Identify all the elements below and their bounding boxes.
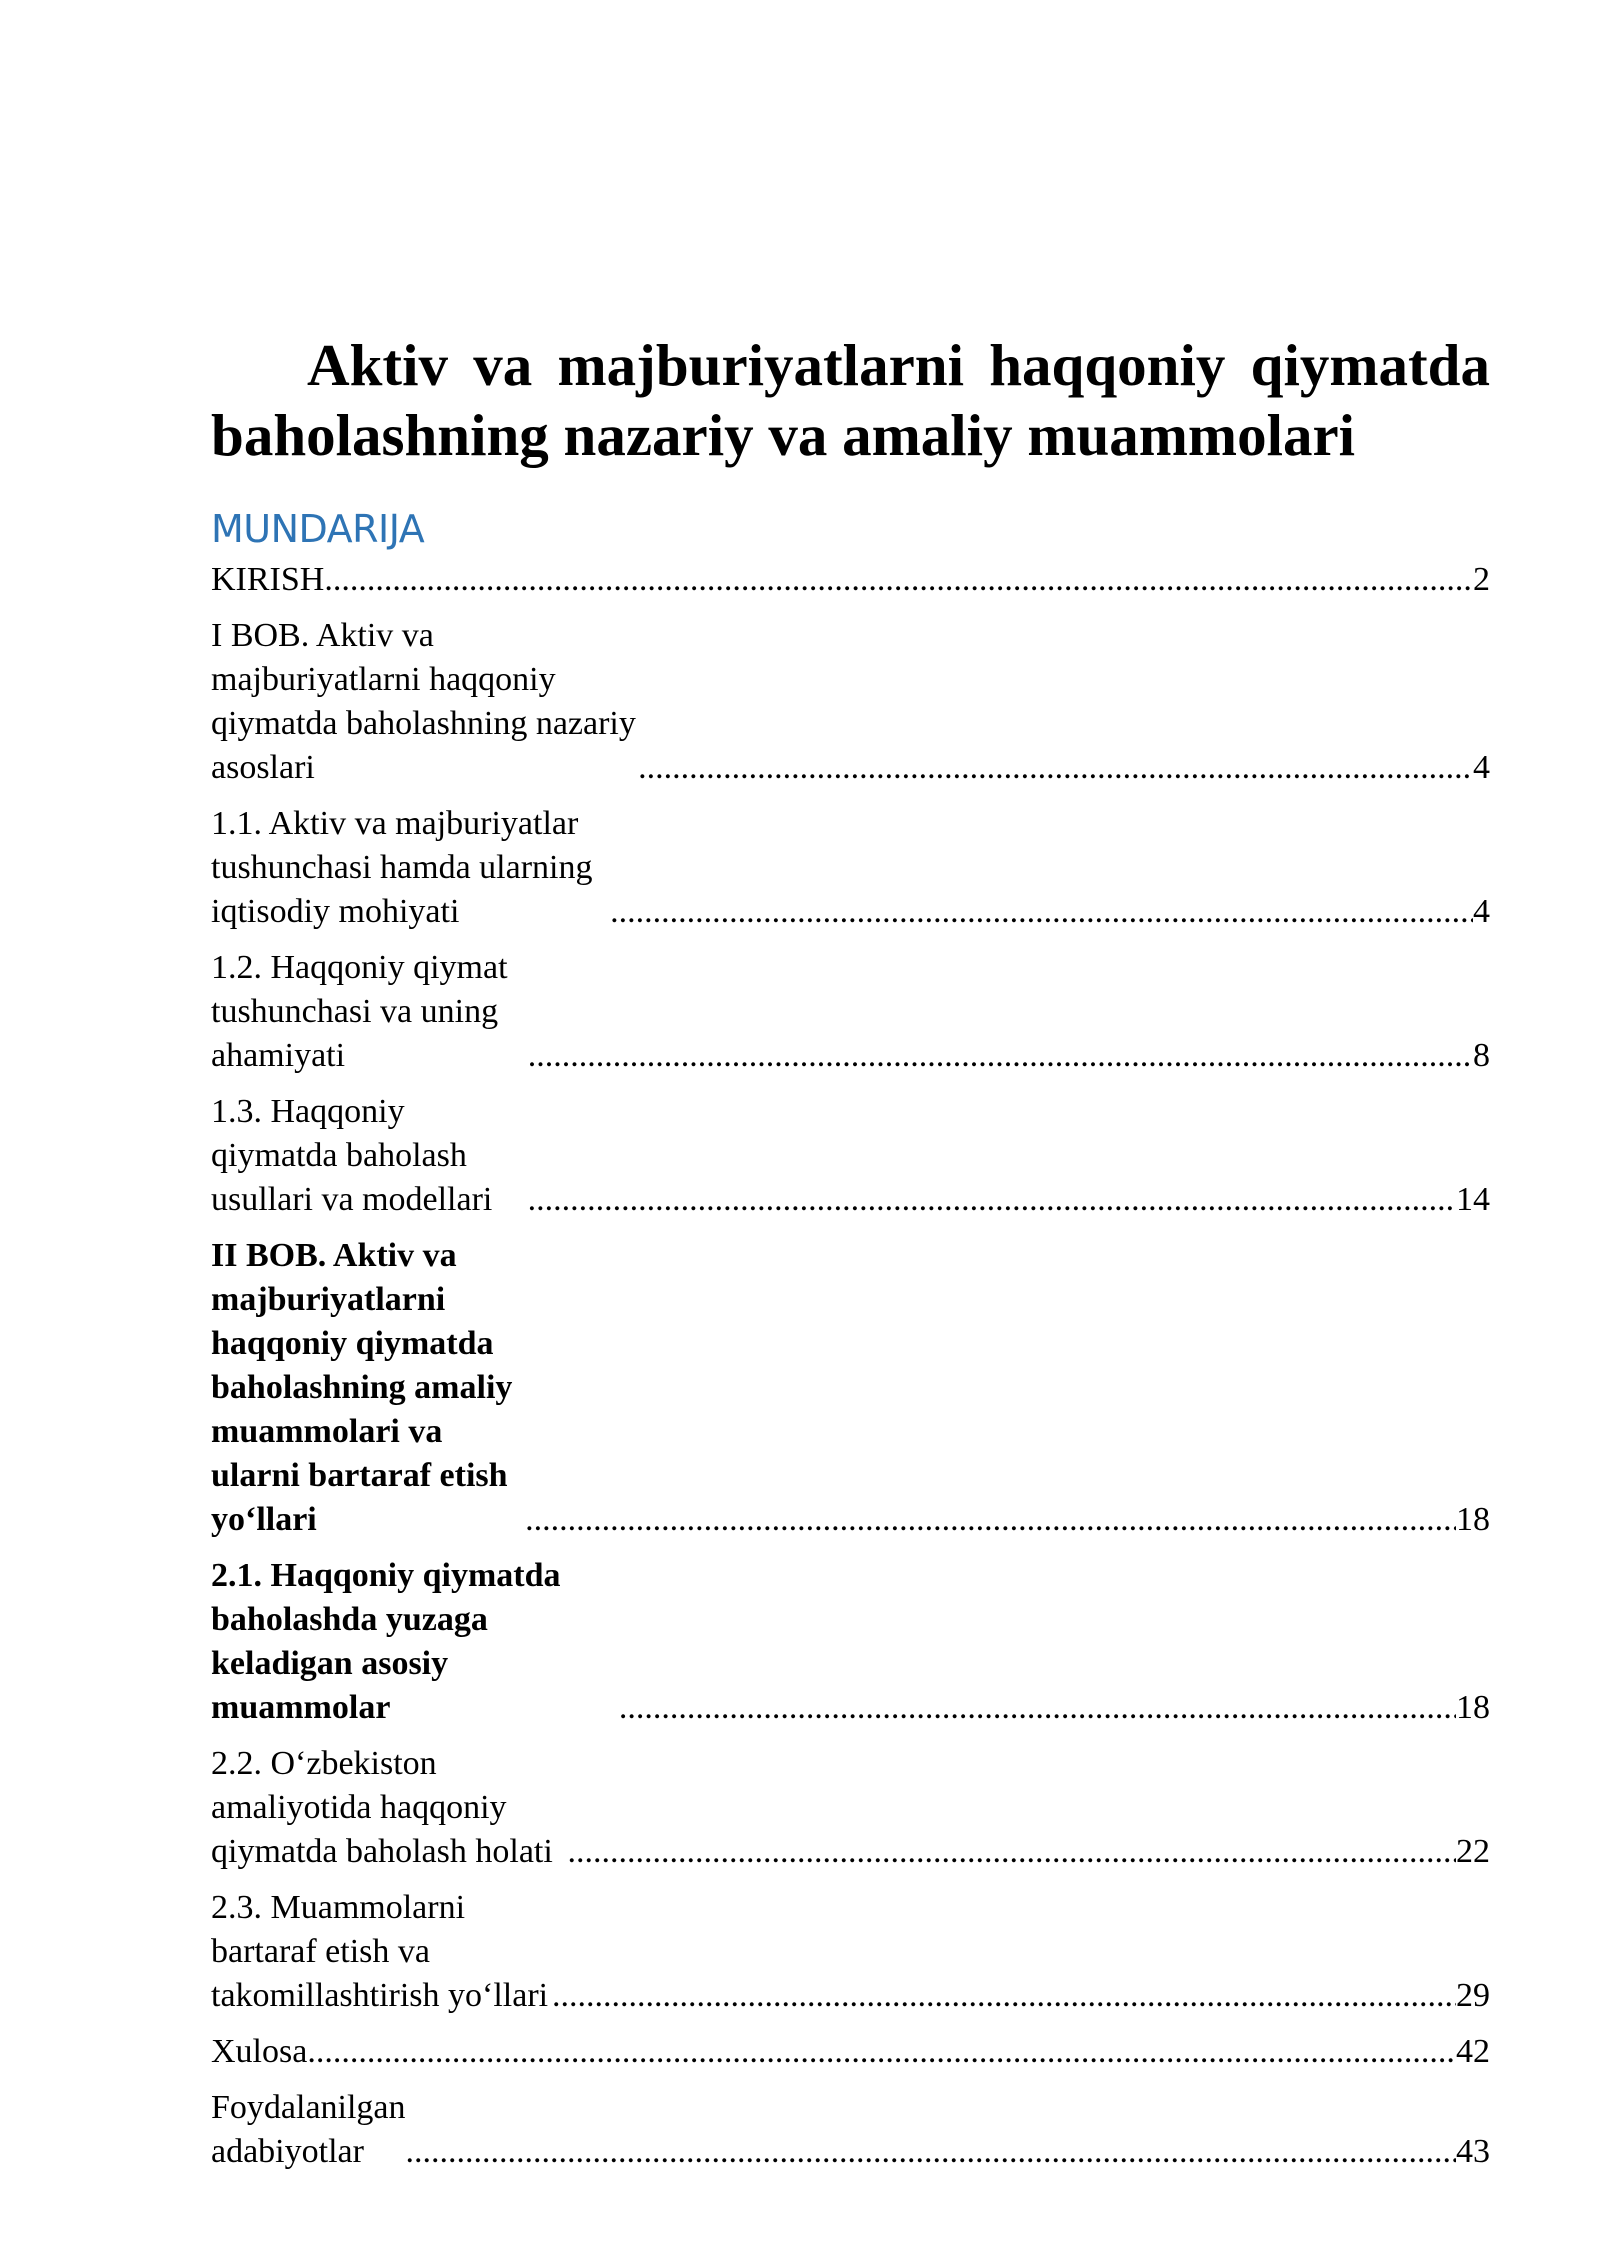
toc-page-number: 18: [1456, 1689, 1490, 1726]
toc-dot-leader: [610, 890, 1473, 934]
toc-entry-label: I BOB. Aktiv va majburiyatlarni haqqoniy qiymatda baholashning nazariy asoslari: [211, 617, 636, 786]
document-title: Aktiv va majburiyatlarni haqqoniy qiymatda baholashning nazariy va amaliy muammolari: [211, 332, 1490, 468]
toc-dot-leader: [528, 1178, 1456, 1222]
toc-page-number: 42: [1456, 2033, 1490, 2070]
toc-dot-leader: [552, 1974, 1456, 2018]
toc-entry-2-2[interactable]: [211, 1742, 1490, 1874]
toc-entry-1-2[interactable]: [211, 946, 1490, 1078]
toc-dot-leader: [324, 558, 1473, 602]
toc-page-number: 2: [1473, 561, 1490, 598]
toc-entry-xulosa[interactable]: [211, 2030, 1490, 2074]
toc-entry-label: Foydalanilgan adabiyotlar: [211, 2089, 406, 2170]
toc-entry-label: 2.2. O‘zbekiston amaliyotida haqqoniy qiymatda baholash holati: [211, 1745, 553, 1870]
toc-page-number: 14: [1456, 1181, 1490, 1218]
toc-entry-bibliography[interactable]: [211, 2086, 1490, 2174]
toc-dot-leader: [307, 2030, 1456, 2074]
toc-entry-label: 1.1. Aktiv va majburiyatlar tushunchasi hamda ularning iqtisodiy mohiyati: [211, 805, 593, 930]
toc-entry-label: Xulosa: [211, 2033, 308, 2070]
toc-entry-2-3[interactable]: [211, 1886, 1490, 2018]
toc-entry-chapter-1[interactable]: [211, 614, 1490, 790]
toc-entry-label: II BOB. Aktiv va majburiyatlarni haqqoniy qiymatda baholashning amaliy muammolari va ularni bartaraf etish yo‘llari: [211, 1237, 513, 1538]
toc-dot-leader: [525, 1498, 1456, 1542]
toc-page-number: 43: [1456, 2133, 1490, 2170]
table-of-contents: [211, 558, 1490, 2174]
toc-entry-kirish[interactable]: [211, 558, 1490, 602]
toc-page-number: 4: [1473, 749, 1490, 786]
toc-dot-leader: [406, 2130, 1456, 2174]
toc-entry-1-1[interactable]: [211, 802, 1490, 934]
toc-entry-label: KIRISH: [211, 561, 325, 598]
toc-dot-leader: [638, 746, 1473, 790]
toc-page-number: 22: [1456, 1833, 1490, 1870]
toc-page-number: 4: [1473, 893, 1490, 930]
toc-page-number: 18: [1456, 1501, 1490, 1538]
toc-entry-1-3[interactable]: [211, 1090, 1490, 1222]
toc-dot-leader: [528, 1034, 1473, 1078]
toc-dot-leader: [568, 1830, 1456, 1874]
document-page: [211, 330, 1490, 2186]
toc-dot-leader: [619, 1686, 1456, 1730]
toc-entry-2-1[interactable]: [211, 1554, 1490, 1730]
toc-entry-label: 1.3. Haqqoniy qiymatda baholash usullari va modellari: [211, 1093, 493, 1218]
toc-entry-label: 2.3. Muammolarni bartaraf etish va takomillashtirish yo‘llari: [211, 1889, 549, 2014]
toc-page-number: 29: [1456, 1977, 1490, 2014]
toc-entry-label: 1.2. Haqqoniy qiymat tushunchasi va uning ahamiyati: [211, 949, 508, 1074]
toc-heading: MUNDARIJA: [211, 507, 425, 551]
toc-page-number: 8: [1473, 1037, 1490, 1074]
toc-entry-label: 2.1. Haqqoniy qiymatda baholashda yuzaga keladigan asosiy muammolar: [211, 1557, 561, 1726]
toc-entry-chapter-2[interactable]: [211, 1234, 1490, 1542]
